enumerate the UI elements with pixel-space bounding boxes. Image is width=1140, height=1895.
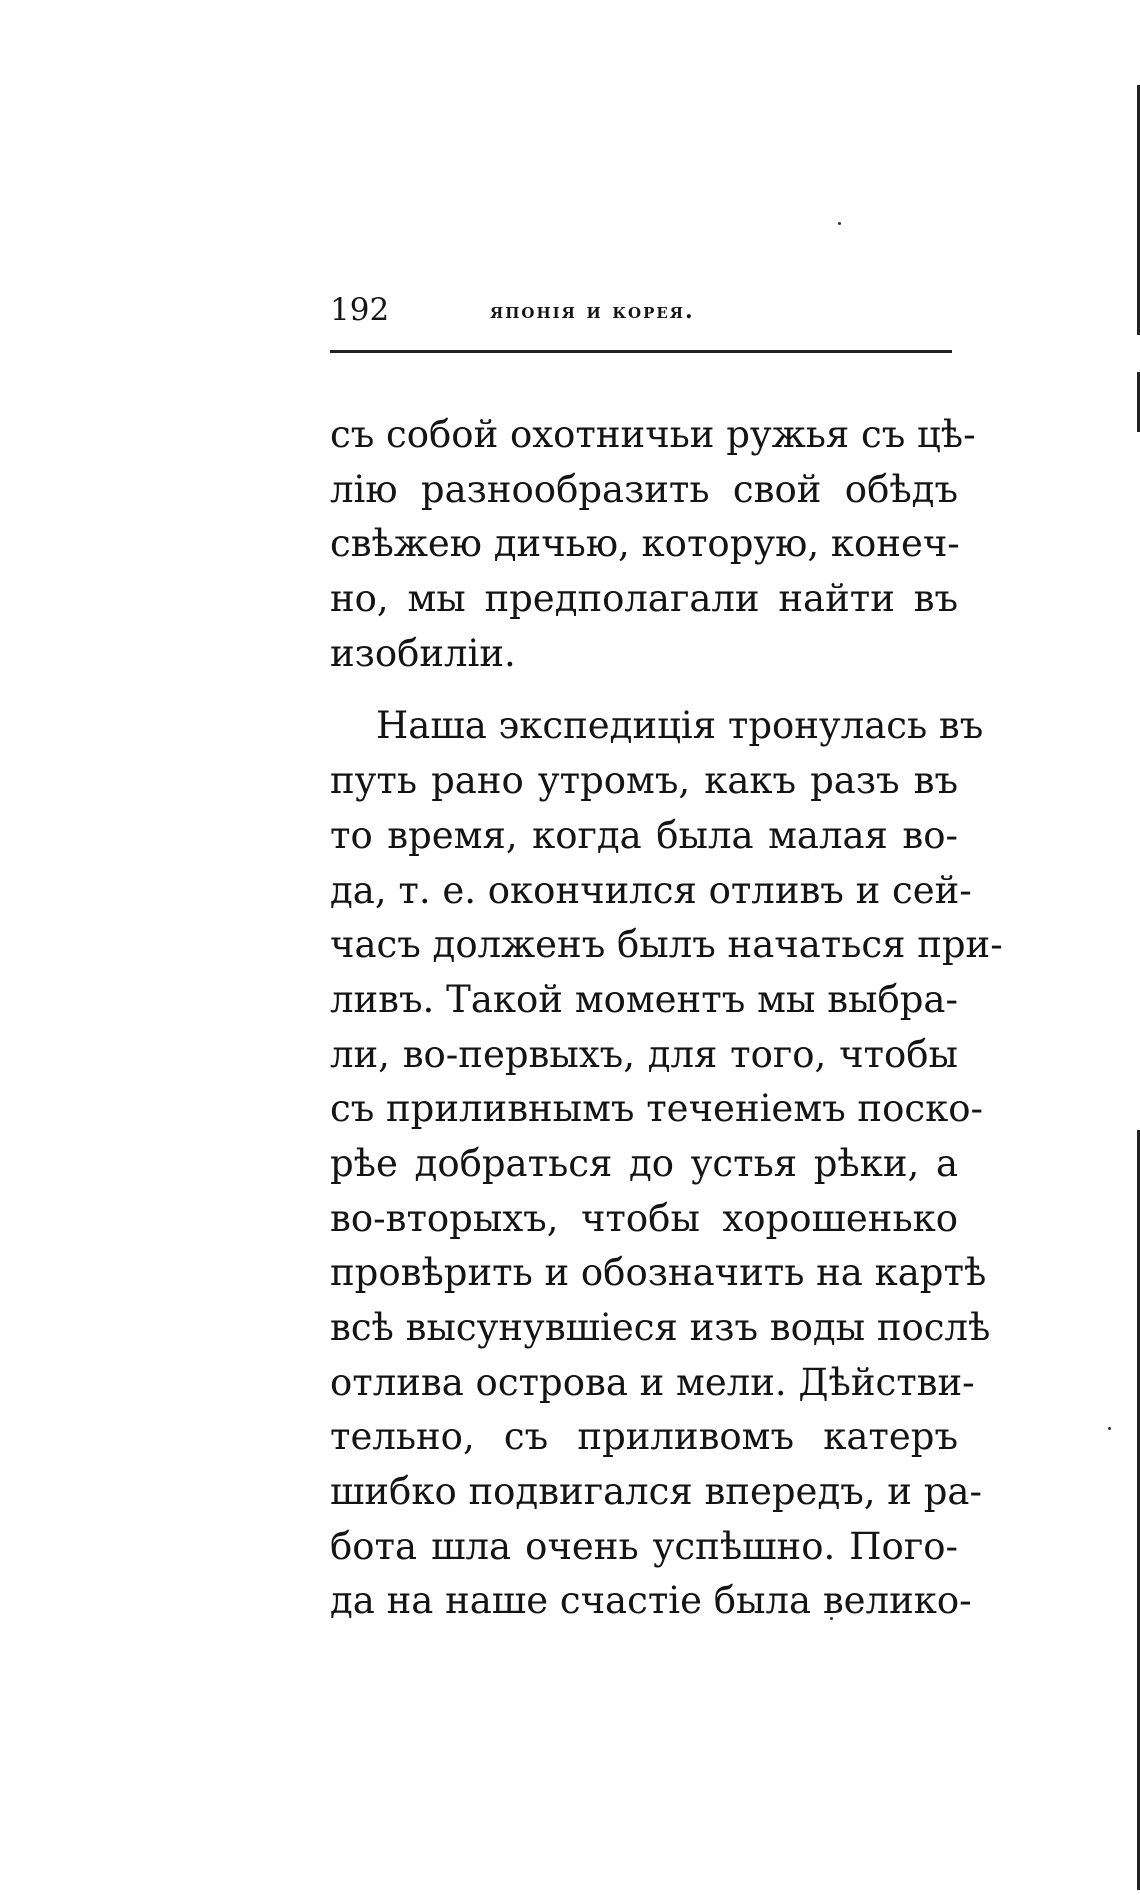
header-rule (330, 350, 952, 353)
text-line: то время, когда была малая во- (330, 813, 958, 857)
text-line: но, мы предполагали найти въ (330, 577, 958, 621)
page-header (330, 292, 950, 332)
text-line: ливъ. Такой моментъ мы выбра- (330, 977, 958, 1021)
paragraph (330, 699, 1003, 1629)
text-line: съ приливнымъ теченіемъ поско- (330, 1087, 983, 1131)
text-line: да на наше счастіе была велико- (330, 1579, 972, 1623)
page-number: 192 (330, 292, 390, 328)
text-line: изобиліи. (330, 631, 516, 675)
text-line: лію разнообразить свой обѣдъ (330, 467, 958, 511)
text-line: путь рано утромъ, какъ разъ въ (330, 759, 958, 803)
paragraph-gap (330, 681, 958, 699)
body-text (330, 408, 1003, 1629)
text-line: рѣе добраться до устья рѣки, а (330, 1141, 958, 1185)
text-line: отлива острова и мели. Дѣйстви- (330, 1360, 975, 1404)
text-line: всѣ высунувшіеся изъ воды послѣ (330, 1306, 991, 1349)
scan-speck (1108, 1427, 1111, 1430)
text-line: во-вторыхъ, чтобы хорошенько (330, 1196, 958, 1240)
paragraph (330, 408, 976, 681)
text-line: шибко подвигался впередъ, и ра- (330, 1470, 982, 1514)
running-title: японія и корея. (490, 298, 695, 324)
text-line: тельно, съ приливомъ катеръ (330, 1415, 958, 1459)
scan-speck (838, 222, 841, 225)
text-line: свѣжею дичью, которую, конеч- (330, 522, 960, 566)
text-line: бота шла очень успѣшно. Пого- (330, 1524, 958, 1568)
text-line: часъ долженъ былъ начаться при- (330, 923, 1003, 967)
text-line: да, т. е. окончился отливъ и сей- (330, 868, 972, 912)
text-line: ли, во-первыхъ, для того, чтобы (330, 1032, 958, 1076)
text-line: Наша экспедиція тронулась въ (376, 704, 984, 748)
text-line: съ собой охотничьи ружья съ цѣ- (330, 413, 976, 456)
text-line: провѣрить и обозначить на картѣ (330, 1251, 987, 1295)
